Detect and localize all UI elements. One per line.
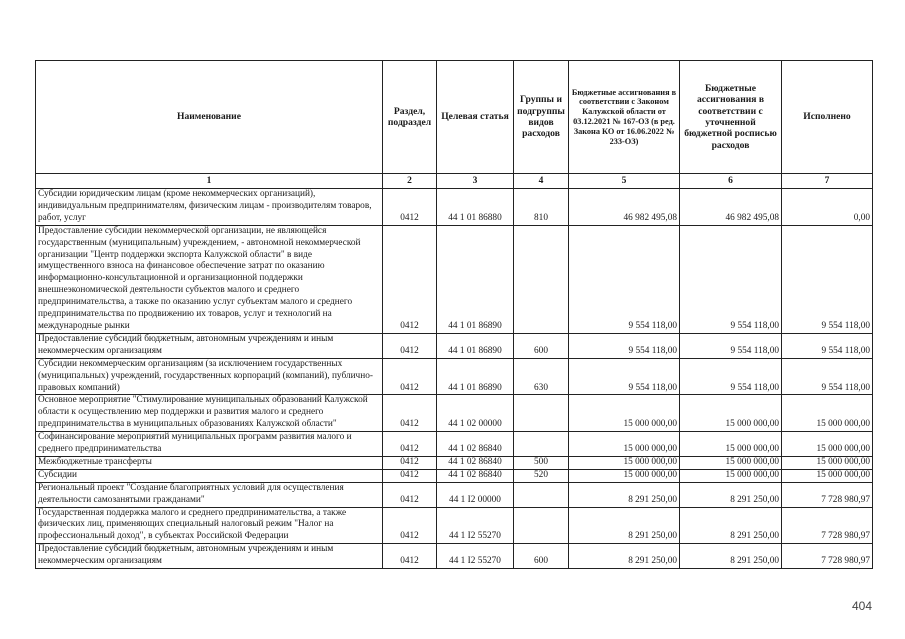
row-section: 0412	[383, 544, 437, 569]
row-refined-amount: 9 554 118,00	[680, 333, 782, 358]
table-row	[36, 469, 873, 482]
table-row	[36, 456, 873, 469]
header-target: Целевая статья	[437, 61, 514, 174]
row-section: 0412	[383, 432, 437, 457]
row-executed-amount: 15 000 000,00	[782, 432, 873, 457]
row-law-amount: 8 291 250,00	[569, 544, 680, 569]
row-expense-group: 520	[514, 469, 569, 482]
row-section: 0412	[383, 358, 437, 395]
row-expense-group	[514, 507, 569, 544]
row-section: 0412	[383, 395, 437, 432]
row-expense-group: 630	[514, 358, 569, 395]
row-executed-amount: 15 000 000,00	[782, 395, 873, 432]
row-name: Субсидии юридическим лицам (кроме некоммерческих организаций), индивидуальным предпринимателям, физическим лицам - производителям товаров, работ, услуг	[36, 189, 383, 226]
row-name: Предоставление субсидий бюджетным, автономным учреждениям и иным некоммерческим организациям	[36, 333, 383, 358]
row-law-amount: 9 554 118,00	[569, 358, 680, 395]
table-row	[36, 333, 873, 358]
row-refined-amount: 9 554 118,00	[680, 225, 782, 333]
row-name: Софинансирование мероприятий муниципальных программ развития малого и среднего предпринимательства	[36, 432, 383, 457]
row-target-article: 44 1 01 86890	[437, 225, 514, 333]
row-target-article: 44 1 I2 00000	[437, 482, 514, 507]
row-expense-group	[514, 432, 569, 457]
column-number-row	[36, 174, 873, 189]
row-refined-amount: 15 000 000,00	[680, 432, 782, 457]
row-name: Государственная поддержка малого и среднего предпринимательства, а также физических лиц, применяющих специальный налоговый режим "Налог на профессиональный доход", в субъектах Российской Федерации	[36, 507, 383, 544]
row-executed-amount: 7 728 980,97	[782, 544, 873, 569]
row-law-amount: 8 291 250,00	[569, 482, 680, 507]
row-name: Субсидии некоммерческим организациям (за исключением государственных (муниципальных) учреждений, государственных корпораций (компаний), публично-правовых компаний)	[36, 358, 383, 395]
row-refined-amount: 15 000 000,00	[680, 456, 782, 469]
row-executed-amount: 7 728 980,97	[782, 507, 873, 544]
row-target-article: 44 1 01 86890	[437, 333, 514, 358]
row-target-article: 44 1 02 86840	[437, 456, 514, 469]
row-law-amount: 9 554 118,00	[569, 333, 680, 358]
header-law: Бюджетные ассигнования в соответствии с Законом Калужской области от 03.12.2021 № 167-ОЗ (в ред. Закона КО от 16.06.2022 № 233-ОЗ)	[569, 61, 680, 174]
header-name: Наименование	[36, 61, 383, 174]
row-section: 0412	[383, 225, 437, 333]
row-refined-amount: 8 291 250,00	[680, 482, 782, 507]
row-executed-amount: 9 554 118,00	[782, 358, 873, 395]
row-target-article: 44 1 01 86880	[437, 189, 514, 226]
row-refined-amount: 8 291 250,00	[680, 544, 782, 569]
row-target-article: 44 1 01 86890	[437, 358, 514, 395]
column-number: 1	[36, 174, 383, 189]
header-refined: Бюджетные ассигнования в соответствии с уточненной бюджетной росписью расходов	[680, 61, 782, 174]
row-expense-group	[514, 395, 569, 432]
table-row	[36, 432, 873, 457]
header-row	[36, 61, 873, 174]
row-refined-amount: 46 982 495,08	[680, 189, 782, 226]
header-section: Раздел, подраздел	[383, 61, 437, 174]
row-section: 0412	[383, 469, 437, 482]
row-expense-group: 810	[514, 189, 569, 226]
row-section: 0412	[383, 456, 437, 469]
row-target-article: 44 1 I2 55270	[437, 544, 514, 569]
table-row	[36, 225, 873, 333]
row-law-amount: 15 000 000,00	[569, 432, 680, 457]
table-body	[36, 189, 873, 569]
row-refined-amount: 15 000 000,00	[680, 469, 782, 482]
row-target-article: 44 1 02 86840	[437, 432, 514, 457]
table-row	[36, 189, 873, 226]
row-expense-group: 600	[514, 544, 569, 569]
row-executed-amount: 15 000 000,00	[782, 469, 873, 482]
column-number: 4	[514, 174, 569, 189]
column-number: 7	[782, 174, 873, 189]
table-row	[36, 544, 873, 569]
row-executed-amount: 15 000 000,00	[782, 456, 873, 469]
row-law-amount: 8 291 250,00	[569, 507, 680, 544]
row-expense-group	[514, 482, 569, 507]
table-row	[36, 395, 873, 432]
column-number: 5	[569, 174, 680, 189]
row-section: 0412	[383, 507, 437, 544]
row-section: 0412	[383, 189, 437, 226]
row-executed-amount: 9 554 118,00	[782, 333, 873, 358]
table-row	[36, 507, 873, 544]
row-target-article: 44 1 02 86840	[437, 469, 514, 482]
row-target-article: 44 1 02 00000	[437, 395, 514, 432]
table-row	[36, 482, 873, 507]
row-name: Региональный проект "Создание благоприятных условий для осуществления деятельности самозанятыми гражданами"	[36, 482, 383, 507]
row-target-article: 44 1 I2 55270	[437, 507, 514, 544]
row-executed-amount: 9 554 118,00	[782, 225, 873, 333]
header-executed: Исполнено	[782, 61, 873, 174]
row-name: Субсидии	[36, 469, 383, 482]
row-expense-group	[514, 225, 569, 333]
row-refined-amount: 8 291 250,00	[680, 507, 782, 544]
row-law-amount: 15 000 000,00	[569, 395, 680, 432]
row-law-amount: 46 982 495,08	[569, 189, 680, 226]
row-refined-amount: 9 554 118,00	[680, 358, 782, 395]
header-groups: Группы и подгруппы видов расходов	[514, 61, 569, 174]
row-refined-amount: 15 000 000,00	[680, 395, 782, 432]
budget-table	[35, 60, 873, 569]
column-number: 3	[437, 174, 514, 189]
row-executed-amount: 7 728 980,97	[782, 482, 873, 507]
page-number: 404	[851, 599, 872, 613]
row-law-amount: 15 000 000,00	[569, 469, 680, 482]
row-law-amount: 9 554 118,00	[569, 225, 680, 333]
row-expense-group: 600	[514, 333, 569, 358]
row-section: 0412	[383, 482, 437, 507]
row-name: Межбюджетные трансферты	[36, 456, 383, 469]
table-row	[36, 358, 873, 395]
row-executed-amount: 0,00	[782, 189, 873, 226]
row-law-amount: 15 000 000,00	[569, 456, 680, 469]
row-section: 0412	[383, 333, 437, 358]
column-number: 6	[680, 174, 782, 189]
row-name: Основное мероприятие "Стимулирование муниципальных образований Калужской области к осуществлению мер поддержки и развития малого и среднего предпринимательства в муниципальных образованиях Калужской области"	[36, 395, 383, 432]
column-number: 2	[383, 174, 437, 189]
row-name: Предоставление субсидий бюджетным, автономным учреждениям и иным некоммерческим организациям	[36, 544, 383, 569]
row-expense-group: 500	[514, 456, 569, 469]
row-name: Предоставление субсидии некоммерческой организации, не являющейся государственным (муниципальным) учреждением, - автономной некоммерческой организации "Центр поддержки экспорта Калужской области" в виде имущественного взноса на финансовое обеспечение затрат по оказанию информационно-консультационной и организационной поддержки внешнеэкономической деятельности субъектов малого и среднего предпринимательства, а также по оказанию услуг субъектам малого и среднего предпринимательства по продвижению их товаров, услуг и технологий на международные рынки	[36, 225, 383, 333]
